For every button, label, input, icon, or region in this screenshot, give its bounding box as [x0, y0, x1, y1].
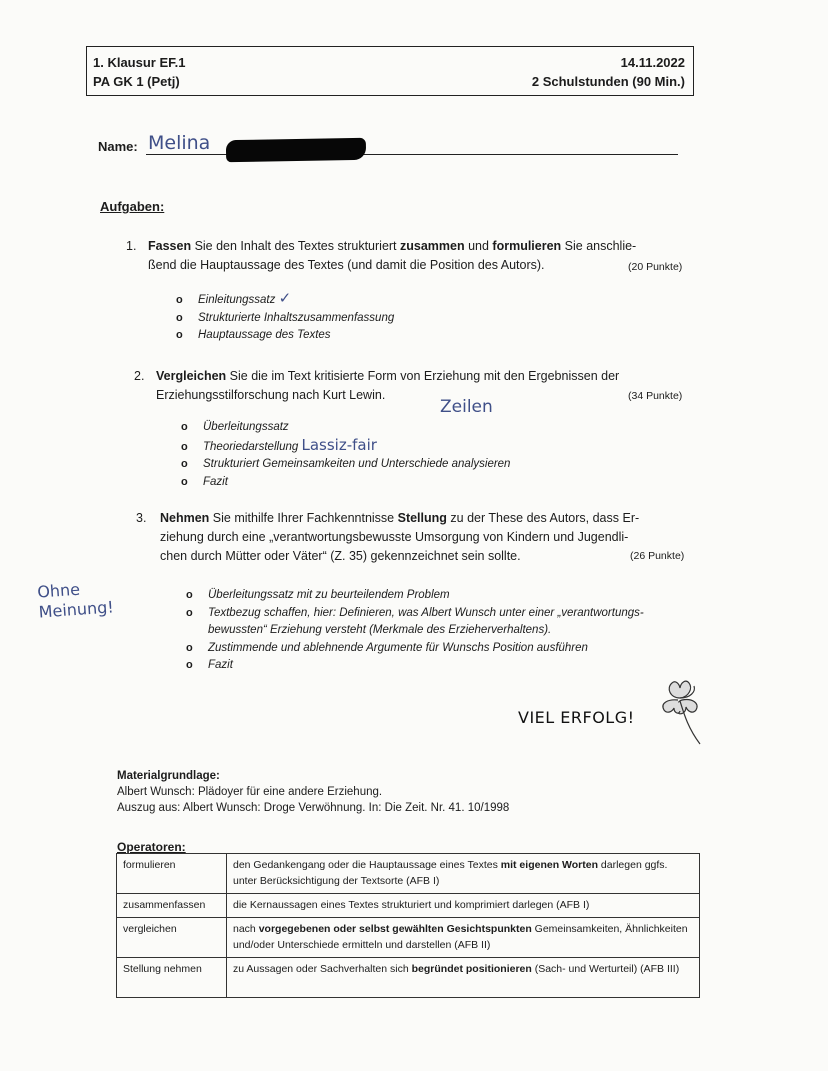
operator-cell: Stellung nehmen: [117, 958, 227, 998]
task-text: chen durch Mütter oder Väter“ (Z. 35) gekennzeichnet sein sollte.: [160, 549, 521, 563]
operator-cell: vergleichen: [117, 918, 227, 958]
task-2-points: (34 Punkte): [628, 390, 683, 402]
description-cell: [227, 854, 700, 894]
task-text: zu der These des Autors, dass Er-: [446, 511, 640, 525]
desc-emphasis: mit eigenen Worten: [500, 859, 598, 871]
bullet-item: [176, 327, 394, 345]
task-1-bullets: [176, 290, 394, 345]
table-row: [117, 918, 700, 958]
exam-header: [86, 46, 694, 96]
task-2: [134, 367, 694, 405]
material-line: Auszug aus: Albert Wunsch: Droge Verwöhnung. In: Die Zeit. Nr. 41. 10/1998: [117, 802, 510, 814]
description-cell: [227, 894, 700, 918]
desc-text: die Kernaussagen eines Textes strukturiert und komprimiert darlegen (AFB I): [233, 899, 590, 911]
task-text: Sie den Inhalt des Textes strukturiert: [191, 239, 400, 253]
task-text: Sie die im Text kritisierte Form von Erziehung mit den Ergebnissen der: [226, 369, 620, 383]
handwritten-note: [37, 577, 115, 622]
bullet-text: Theoriedarstellung: [203, 440, 299, 453]
task-number: 2.: [134, 369, 145, 383]
desc-text: zu Aussagen oder Sachverhalten sich: [233, 963, 412, 975]
exam-title: 1. Klausur EF.1: [93, 55, 186, 70]
desc-text: nach: [233, 923, 259, 935]
header-left: [93, 53, 185, 91]
bullet-text: Strukturierte Inhaltszusammenfassung: [198, 311, 395, 324]
task-text: Sie mithilfe Ihrer Fachkenntnisse: [209, 511, 398, 525]
good-luck-text: VIEL ERFOLG!: [518, 708, 635, 727]
tasks-heading: Aufgaben:: [100, 199, 165, 214]
note-line: Ohne: [36, 579, 81, 602]
task-text: Erziehungsstilforschung nach Kurt Lewin.: [156, 388, 386, 402]
bullet-item: [181, 419, 510, 437]
operator-cell: zusammenfassen: [117, 894, 227, 918]
exam-date: 14.11.2022: [620, 55, 685, 70]
operators-title: Operatoren:: [117, 840, 186, 854]
task-1-points: (20 Punkte): [628, 261, 683, 273]
task-text: Sie anschlie-: [561, 239, 637, 253]
bullet-text: Fazit: [203, 475, 228, 488]
bullet-text: Überleitungssatz: [203, 421, 289, 433]
operators-table: [116, 853, 700, 998]
description-cell: [227, 958, 700, 998]
bullet-glyph: o: [176, 294, 183, 306]
desc-emphasis: begründet positionieren: [411, 963, 532, 975]
bullet-item: [186, 587, 644, 605]
handwritten-zeilen: Zeilen: [440, 397, 493, 417]
task-text: ßend die Hauptaussage des Textes (und damit die Position des Autors).: [148, 258, 545, 272]
keyword: Stellung: [397, 511, 447, 525]
material-section: [117, 768, 509, 816]
bullet-glyph: o: [186, 641, 193, 654]
bullet-text: bewussten“ Erziehung versteht (Merkmale des Erzieherverhaltens).: [208, 624, 552, 636]
desc-text: den Gedankengang oder die Hauptaussage eines Textes: [233, 859, 501, 871]
handwritten-name: Melina: [148, 132, 211, 154]
task-text: und: [464, 239, 493, 253]
bullet-item: [186, 622, 644, 640]
bullet-text: Einleitungssatz: [198, 294, 276, 306]
bullet-item: [181, 474, 510, 492]
task-3-points: (26 Punkte): [630, 550, 685, 562]
bullet-item: [181, 456, 510, 474]
note-line: Meinung!: [38, 597, 115, 622]
table-row: [117, 958, 700, 998]
bullet-glyph: o: [186, 606, 193, 619]
course-name: PA GK 1 (Petj): [93, 74, 180, 89]
bullet-item: [186, 640, 644, 658]
bullet-text: Zustimmende und ablehnende Argumente für Wunschs Position ausführen: [208, 641, 588, 654]
bullet-item: [181, 437, 510, 457]
task-1: [126, 237, 691, 275]
bullet-glyph: o: [186, 589, 193, 601]
bullet-glyph: o: [181, 458, 188, 470]
bullet-text: Fazit: [208, 659, 233, 671]
clover-icon: [652, 670, 712, 748]
bullet-glyph: o: [181, 475, 188, 488]
exam-duration: 2 Schulstunden (90 Min.): [531, 74, 685, 89]
keyword: zusammen: [400, 239, 465, 253]
bullet-glyph: o: [181, 421, 188, 433]
table-row: [117, 894, 700, 918]
bullet-text: Textbezug schaffen, hier: Definieren, was Albert Wunsch unter einer „verantwortungs-: [208, 606, 644, 619]
desc-text: darlegen ggfs. unter Berücksichtigung der Textsorte (AFB I): [233, 859, 668, 887]
redaction-mark: [226, 138, 366, 162]
task-number: 3.: [136, 511, 147, 525]
keyword: Vergleichen: [156, 369, 227, 383]
keyword: Nehmen: [160, 511, 210, 525]
bullet-glyph: o: [176, 329, 183, 341]
material-title: Materialgrundlage:: [117, 770, 220, 782]
task-number: 1.: [126, 239, 137, 253]
task-text: ziehung durch eine „verantwortungsbewusste Umsorgung von Kindern und Jugendli-: [160, 530, 629, 544]
task-2-bullets: [181, 419, 510, 491]
task-3: [136, 509, 696, 566]
bullet-item: [186, 605, 644, 623]
desc-text: (Sach- und Werturteil) (AFB III): [531, 963, 680, 975]
bullet-item: [176, 310, 394, 328]
keyword: formulieren: [492, 239, 562, 253]
bullet-glyph: o: [176, 311, 183, 324]
description-cell: [227, 918, 700, 958]
operator-cell: formulieren: [117, 854, 227, 894]
check-mark: ✓: [278, 289, 292, 307]
desc-text: Gemeinsamkeiten, Ähnlichkeiten und/oder Unterschiede ermitteln und darstellen (AFB II): [233, 923, 688, 951]
keyword: Fassen: [148, 239, 192, 253]
bullet-text: Hauptaussage des Textes: [198, 329, 331, 341]
table-row: [117, 854, 700, 894]
bullet-item: [186, 657, 644, 675]
material-line: Albert Wunsch: Plädoyer für eine andere Erziehung.: [117, 786, 383, 798]
handwritten-laissez-faire: Lassiz-fair: [301, 435, 377, 454]
name-label: Name:: [98, 139, 138, 154]
bullet-glyph: o: [181, 440, 188, 453]
desc-emphasis: vorgegebenen oder selbst gewählten Gesichtspunkten: [258, 923, 532, 935]
bullet-text: Überleitungssatz mit zu beurteilendem Problem: [208, 589, 450, 601]
bullet-item: [176, 290, 394, 310]
task-3-bullets: [186, 587, 644, 675]
bullet-text: Strukturiert Gemeinsamkeiten und Unterschiede analysieren: [203, 458, 511, 470]
header-right: [532, 53, 685, 91]
bullet-glyph: o: [186, 659, 193, 671]
